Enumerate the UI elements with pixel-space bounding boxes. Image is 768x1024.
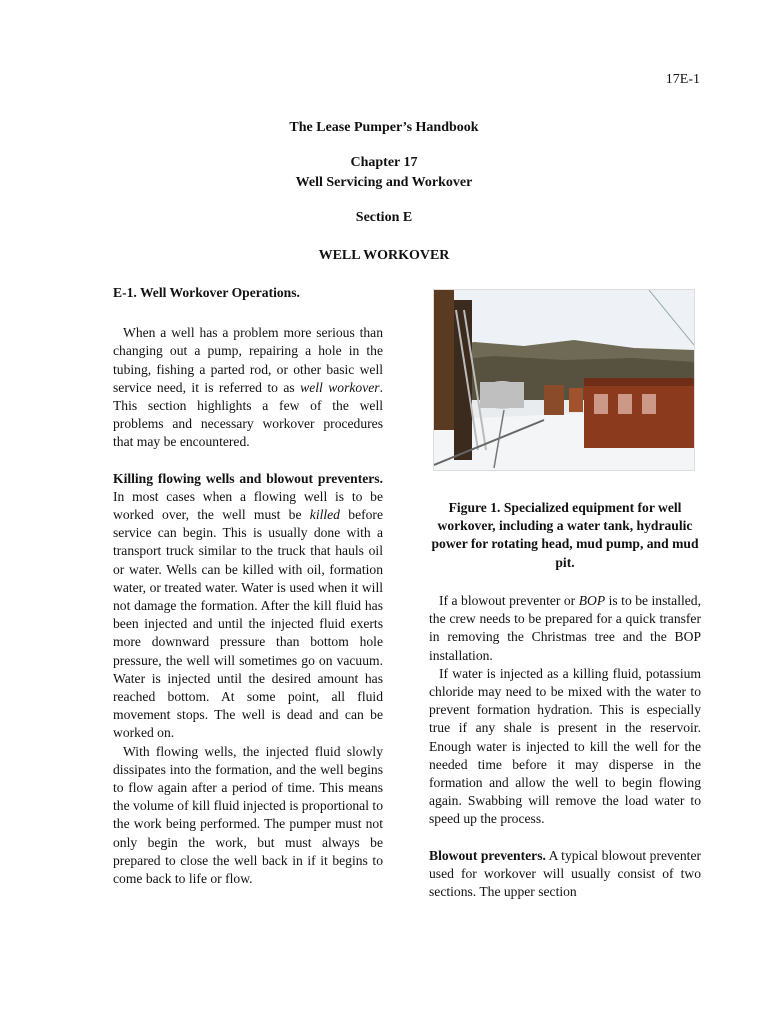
term-well-workover: well workover	[300, 379, 380, 395]
paragraph-blowout-preventers: Blowout preventers. A typical blowout preventer used for workover will usually consist of two sections. The upper section	[429, 847, 702, 900]
paragraph-killing-fluid: If water is injected as a killing fluid, potassium chloride may need to be mixed with the water to prevent formation hydration. This is especially true if any shale is present in the reservoir. Enough water is injected to kill the well for the needed time before it may disperse in the formation and allow the well to begin flowing again. Swabbing will remove the load water to speed up the process.	[429, 665, 701, 827]
book-title: The Lease Pumper’s Handbook	[289, 120, 479, 135]
paragraph-killing-wells: Killing flowing wells and blowout preventers. In most cases when a flowing well is to be worked over, the well must be killed before service can begin. This is usually done with a transport truck similar to the truck that hauls oil or water. Wells can be killed with oil, formation water, or treated water. Water is used when it will not damage the formation. After the kill fluid has been injected and until the injected fluid exerts more downward pressure than bottom hole pressure, the well will sometimes go on vacuum. Water is injected until the desired amount has reached bottom. At some point, all fluid movement stops. The well is dead and can be worked on.	[113, 470, 383, 741]
chapter-title: Well Servicing and Workover	[295, 175, 473, 190]
figure-caption: Figure 1. Specialized equipment for well workover, including a water tank, hydraulic power for rotating head, mud pump, and mud pit.	[431, 500, 699, 570]
paragraph-intro: When a well has a problem more serious than changing out a pump, repairing a hole in the tubing, fishing a parted rod, or other basic well service need, it is referred to as well workover. This section highlights a few of the well problems and necessary workover procedures that may be encountered.	[113, 325, 383, 450]
term-bop: BOP	[578, 593, 606, 608]
term-killed: killed	[309, 507, 340, 523]
subheading-killing-wells: Killing flowing wells and blowout preventers.	[113, 470, 383, 486]
subheading-blowout-preventers: Blowout preventers.	[429, 847, 546, 863]
figure-photo-workover-equipment	[433, 289, 695, 471]
page-number: 17E-1	[665, 72, 700, 87]
paragraph-flowing-wells: With flowing wells, the injected fluid slowly dissipates into the formation, and the well begins to flow again after a period of time. This means the volume of kill fluid injected is proportional to the work being performed. The pumper must not only begin the work, but must always be prepared to close the well back in if it begins to come back to life or flow.	[113, 743, 383, 887]
chapter-number: Chapter 17	[350, 155, 418, 170]
right-column	[429, 592, 701, 901]
section-title: WELL WORKOVER	[318, 248, 450, 263]
section-label: Section E	[355, 210, 413, 225]
left-column	[113, 284, 383, 888]
paragraph-bop: If a blowout preventer or BOP is to be installed, the crew needs to be prepared for a quick transfer in removing the Christmas tree and the BOP installation.	[429, 593, 701, 663]
section-heading: E-1. Well Workover Operations.	[113, 285, 300, 300]
